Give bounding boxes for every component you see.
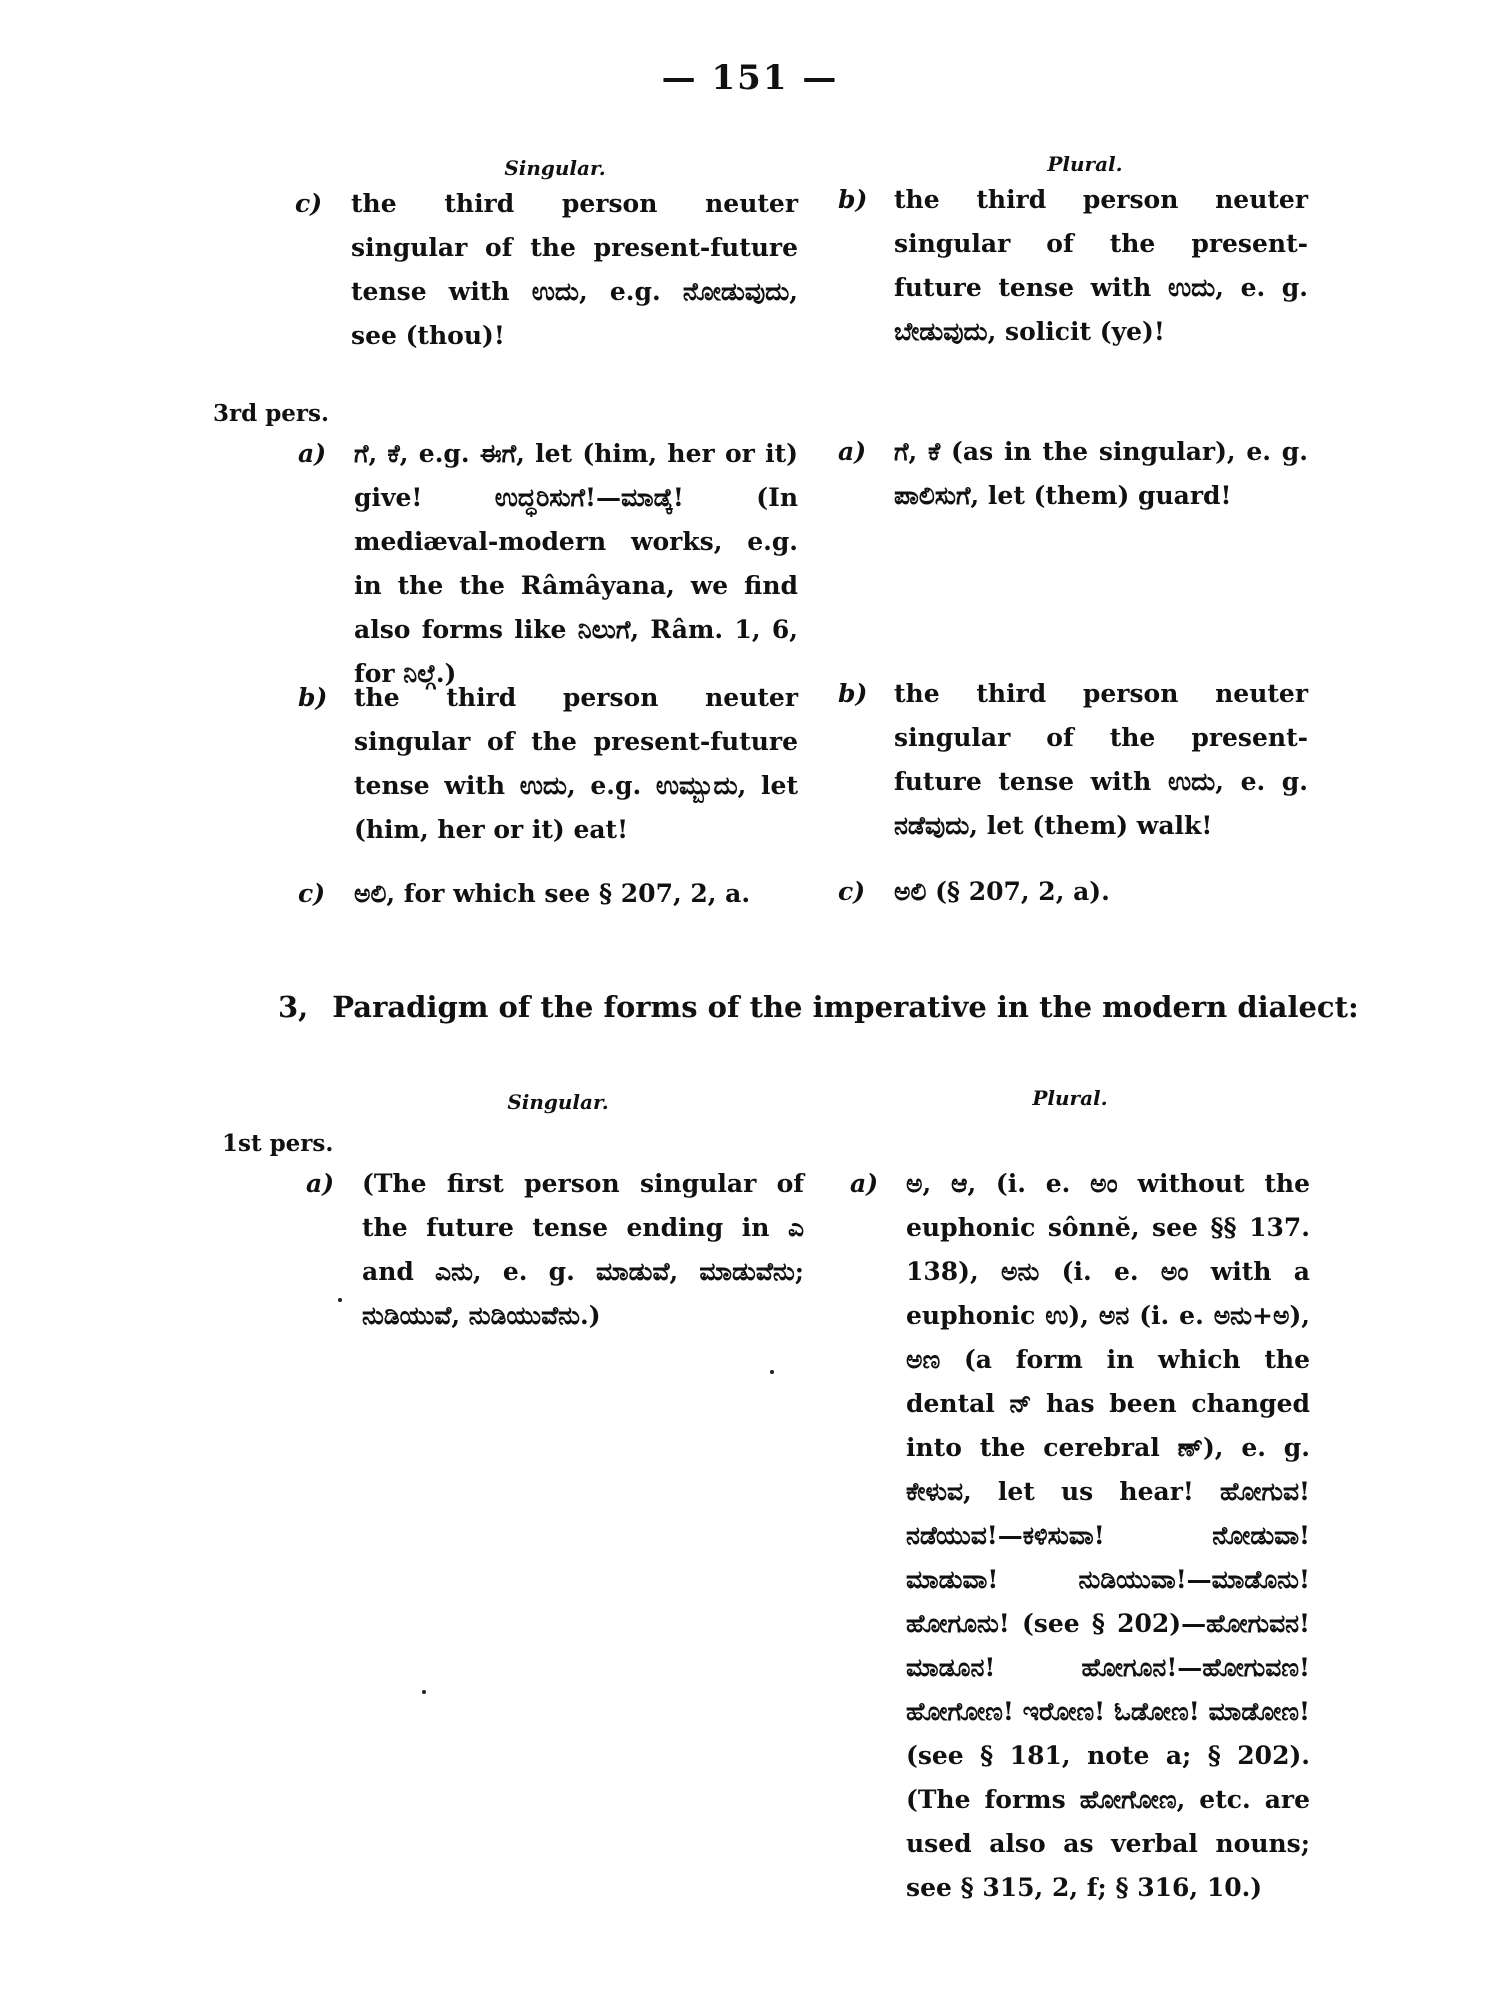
entry-marker: b): [298, 683, 328, 712]
entry-text: (The first person singular of the future tense ending in ಎ and ಎನು, e. g. ಮಾಡುವೆ, ಮಾಡುವೆನು; ನುಡಿಯುವೆ, ನುಡಿಯುವೆನು.): [362, 1169, 804, 1330]
entry-3rd-singular-b: [298, 676, 798, 852]
person-label-3rd: 3rd pers.: [213, 400, 329, 427]
print-speck: [770, 1370, 774, 1374]
entry-3rd-plural-b: [838, 672, 1308, 848]
entry-marker: a): [850, 1169, 879, 1198]
entry-2nd-plural-b: [838, 178, 1308, 354]
entry-1st-singular-a: [306, 1162, 804, 1338]
column-head-singular: Singular.: [504, 156, 606, 180]
column-head-plural: Plural.: [1047, 152, 1123, 176]
person-label-1st: 1st pers.: [222, 1130, 334, 1157]
entry-3rd-singular-c: [298, 872, 798, 916]
print-speck: [338, 1298, 342, 1302]
entry-text: the third person neuter singular of the present-future tense with ಉದು, e. g. ನಡೆವುದು, let (them) walk!: [894, 679, 1308, 840]
entry-text: ಗೆ, ಕೆ (as in the singular), e. g. ಪಾಲಿಸುಗೆ, let (them) guard!: [894, 437, 1308, 510]
entry-text: ಅಲಿ, for which see § 207, 2, a.: [354, 879, 751, 908]
section-number: 3,: [278, 990, 309, 1024]
entry-3rd-plural-c: [838, 870, 1308, 914]
entry-marker: b): [838, 185, 868, 214]
page-number: — 151 —: [661, 58, 839, 98]
entry-marker: c): [298, 879, 326, 908]
entry-marker: a): [298, 439, 327, 468]
entry-marker: c): [295, 189, 323, 218]
column-head-singular-2: Singular.: [507, 1090, 609, 1114]
entry-3rd-plural-a: [838, 430, 1308, 518]
section-title: Paradigm of the forms of the imperative in the modern dialect:: [332, 990, 1359, 1024]
entry-text: the third person neuter singular of the present-future tense with ಉದು, e.g. ಉಮ್ಬುದು, let (him, her or it) eat!: [354, 683, 798, 844]
entry-marker: a): [838, 437, 867, 466]
entry-text: the third person neuter singular of the present-future tense with ಉದು, e. g. ಬೇಡುವುದು, solicit (ye)!: [894, 185, 1308, 346]
entry-text: ಅಲಿ (§ 207, 2, a).: [894, 877, 1110, 906]
entry-3rd-singular-a: [298, 432, 798, 696]
entry-2nd-singular-c: [295, 182, 798, 358]
section-heading: [278, 990, 1359, 1024]
entry-text: the third person neuter singular of the present-future tense with ಉದು, e.g. ನೋಡುವುದು, see (thou)!: [351, 189, 798, 350]
column-head-plural-2: Plural.: [1032, 1086, 1108, 1110]
entry-text: ಗೆ, ಕೆ, e.g. ಈಗೆ, let (him, her or it) give! ಉದ್ಧರಿಸುಗೆ!—ಮಾಡ್ಕೆ! (In mediæval-modern works, e.g. in the the Râmâyana, we find also forms like ನಿಲುಗೆ, Râm. 1, 6, for ನಿಲ್ಗೆ.): [354, 439, 798, 688]
print-speck: [422, 1690, 426, 1694]
entry-1st-plural-a: [850, 1162, 1310, 1910]
entry-marker: a): [306, 1169, 335, 1198]
entry-text: ಅ, ಆ, (i. e. ಅಂ without the euphonic sônnĕ, see §§ 137. 138), ಅನು (i. e. ಅಂ with a euphonic ಉ), ಅನ (i. e. ಅನು+ಅ), ಅಣ (a form in which the dental ನ್ has been changed into the cerebral ಣ್), e. g. ಕೇಳುವ, let us hear! ಹೋಗುವ! ನಡೆಯುವ!—ಕಳಿಸುವಾ! ನೋಡುವಾ! ಮಾಡುವಾ! ನುಡಿಯುವಾ!—ಮಾಡೊನು! ಹೋಗೂನು! (see § 202)—ಹೋಗುವನ! ಮಾಡೂನ! ಹೋಗೂನ!—ಹೋಗುವಣ! ಹೋಗೋಣ! ಇರೋಣ! ಓಡೋಣ! ಮಾಡೋಣ! (see § 181, note a; § 202). (The forms ಹೋಗೋಣ, etc. are used also as verbal nouns; see § 315, 2, f; § 316, 10.): [906, 1169, 1310, 1902]
entry-marker: b): [838, 679, 868, 708]
entry-marker: c): [838, 877, 866, 906]
